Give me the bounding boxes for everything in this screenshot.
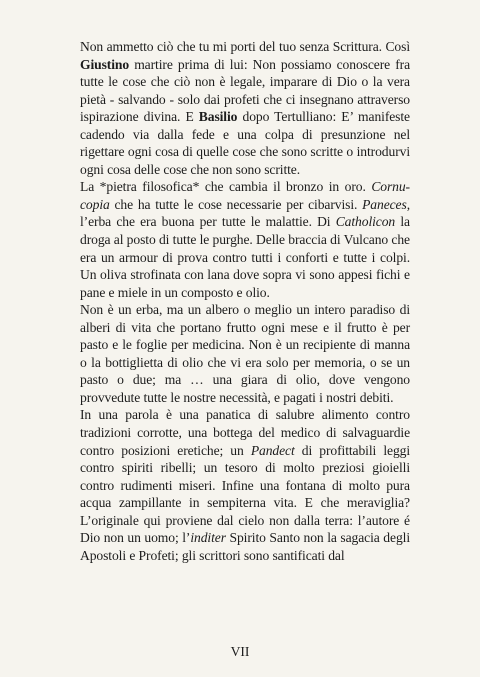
text-run: Spirito Santo non la sagacia degli Apostoli e Profeti; gli scrittori sono santificati dal [80, 530, 410, 563]
italic-term: inditer [190, 530, 226, 546]
paragraph [80, 38, 410, 178]
bold-name: Giustino [80, 56, 130, 72]
text-run: dopo Tertulliano: E’ manifeste cadendo via dalla fede e una colpa di presunzione nel rigettare ogni cosa di quelle cose che sono scritte o introdurvi ogni cosa delle cose che non sono scritte. [80, 109, 410, 177]
italic-term: Catholicon [335, 214, 396, 230]
paragraph [80, 406, 410, 564]
text-run: , l’erba che era buona per tutte le malattie. Di [80, 196, 410, 230]
italic-term: Pandect [250, 442, 295, 458]
text-run: martire prima di lui: Non possiamo conoscere fra tutte le cose che ciò non è legale, imparare di Dio o la vera pietà - salvando - solo dai profeti che ci insegnano attraverso ispirazione divina. E [80, 56, 410, 125]
paragraph [80, 178, 410, 301]
text-run: che ha tutte le cose necessarie per cibarvisi. [109, 196, 363, 212]
text-run: la droga al posto di tutte le purghe. Delle braccia di Vulcano che era un armour di prova contro tutti i conforti e tutte i colpi. Un oliva strofinata con lana dove sopra vi sono appesi fichi e pane e miele in un composto e olio. [80, 214, 410, 300]
paragraph [80, 301, 410, 406]
italic-term: Paneces [362, 196, 407, 212]
bold-name: Basilio [198, 109, 238, 125]
text-run: Non è un erba, ma un albero o meglio un intero paradiso di alberi di vita che portano frutto ogni mese e il frutto è per pasto e le foglie per medicina. Non è un recipiente di manna o la bottiglietta di olio che vi era solo per memoria, o se un pasto o due; ma … una giara di olio, dove vengono provvedute tutte le nostre necessità, e pagati i nostri debiti. [80, 302, 410, 405]
page-number: VII [230, 644, 250, 659]
text-run: La *pietra filosofica* che cambia il bronzo in oro. [80, 179, 372, 195]
text-run: Non ammetto ciò che tu mi porti del tuo senza Scrittura. Così [80, 39, 410, 54]
italic-term: Cornu-copia [80, 179, 410, 212]
text-run: In una parola è una panatica di salubre alimento contro tradizioni corrotte, una bottega del medico di salvaguardie contro posizioni eretiche; un [80, 407, 410, 458]
body-text [80, 38, 410, 564]
text-run: di profittabili leggi contro spiriti ribelli; un tesoro di molto preziosi gioielli contro rudimenti miseri. Infine una fontana di molto pura acqua zampillante in sempiterna vita. E che meraviglia? L’originale qui proviene dal cielo non dalla terra: l’autore é Dio non un uomo; l’ [80, 442, 411, 546]
